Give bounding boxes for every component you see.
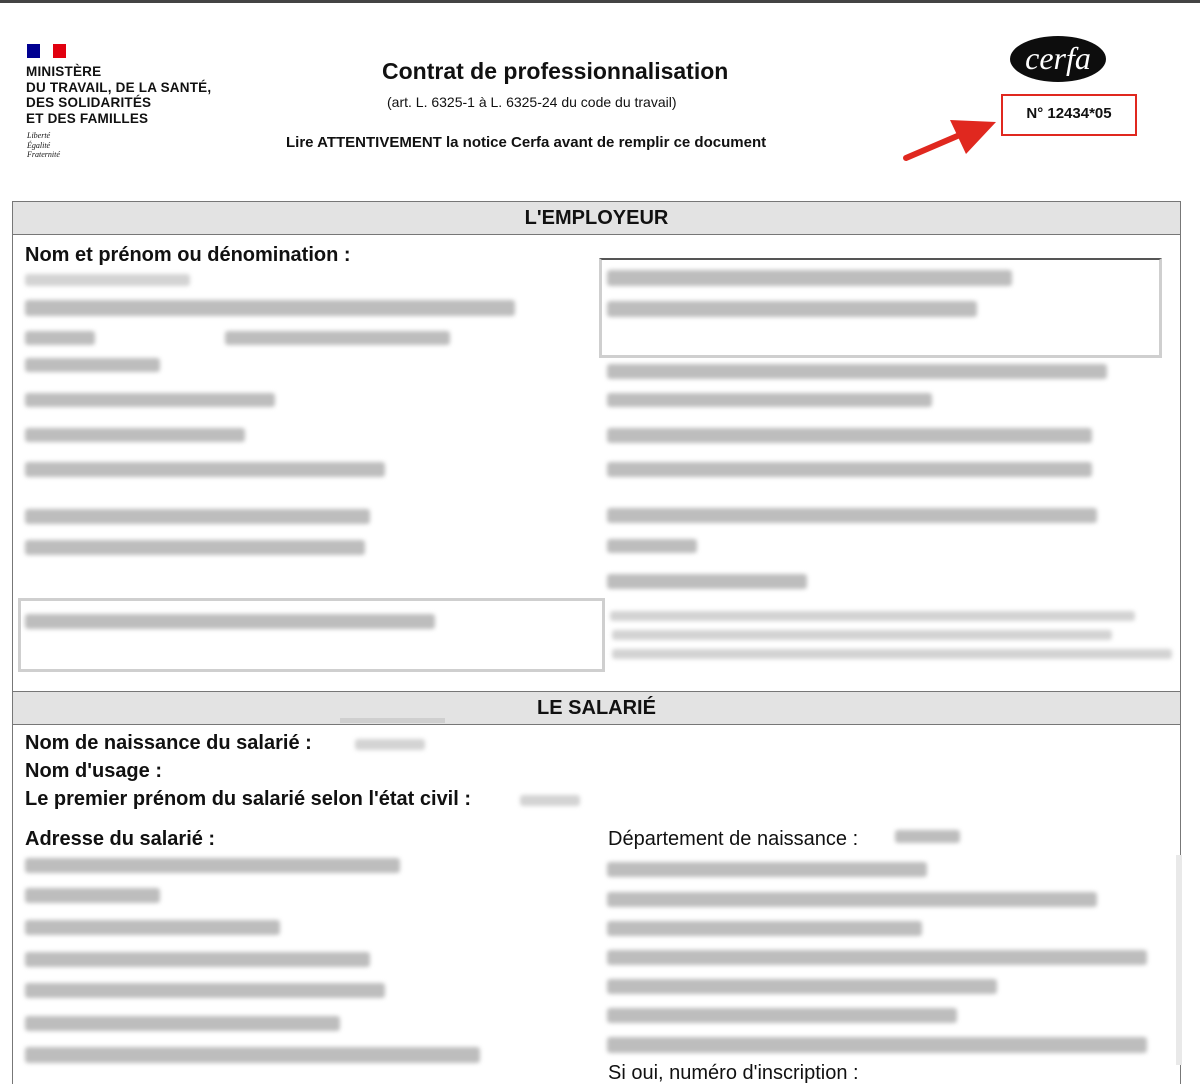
redacted-line — [25, 920, 280, 935]
republic-motto — [27, 131, 60, 160]
redacted-line — [25, 300, 515, 316]
motto-line: Fraternité — [27, 150, 60, 159]
redacted-line — [25, 983, 385, 998]
red-arrow-icon — [900, 112, 1000, 167]
redacted-line — [25, 358, 160, 372]
redacted-line — [25, 509, 370, 524]
top-border — [0, 0, 1200, 3]
employer-name-label: Nom et prénom ou dénomination : — [25, 244, 351, 266]
tab-marker — [340, 718, 445, 723]
redacted-line — [25, 858, 400, 873]
ministry-line: DES SOLIDARITÉS — [26, 95, 152, 110]
birth-department-label: Département de naissance : — [608, 828, 859, 850]
redacted-value — [520, 795, 580, 806]
redacted-line — [25, 540, 365, 555]
motto-line: Liberté — [27, 131, 51, 140]
first-name-label: Le premier prénom du salarié selon l'état civil : — [25, 788, 472, 810]
redacted-line — [25, 952, 370, 967]
employer-section-heading: L'EMPLOYEUR — [12, 201, 1181, 235]
notice-warning: Lire ATTENTIVEMENT la notice Cerfa avant de remplir ce document — [286, 134, 767, 151]
redacted-line — [607, 539, 697, 553]
redacted-line — [25, 331, 95, 345]
ministry-line: MINISTÈRE — [26, 64, 102, 79]
form-subtitle: (art. L. 6325-1 à L. 6325-24 du code du travail) — [387, 94, 677, 110]
redacted-line — [25, 888, 160, 903]
redacted-line — [607, 921, 922, 936]
redacted-value — [355, 739, 425, 750]
redacted-line — [607, 462, 1092, 477]
redacted-line — [25, 1047, 480, 1063]
redacted-line — [25, 428, 245, 442]
redacted-line — [607, 508, 1097, 523]
redacted-line — [607, 1008, 957, 1023]
redacted-line — [612, 649, 1172, 659]
ministry-line: DU TRAVAIL, DE LA SANTÉ, — [26, 79, 212, 95]
redacted-line — [607, 574, 807, 589]
redacted-value — [25, 274, 190, 286]
provident-fund-frame — [18, 598, 605, 672]
redacted-line — [607, 364, 1107, 379]
birth-name-label: Nom de naissance du salarié : — [25, 732, 312, 754]
redacted-line — [607, 1037, 1147, 1053]
employee-section-heading: LE SALARIÉ — [12, 691, 1181, 725]
motto-line: Égalité — [27, 140, 51, 150]
redacted-line — [607, 950, 1147, 965]
redacted-line — [25, 462, 385, 477]
redacted-line — [612, 630, 1112, 640]
form-title: Contrat de professionnalisation — [382, 58, 729, 84]
french-flag-icon — [27, 44, 66, 58]
redacted-line — [607, 301, 977, 317]
redacted-line — [225, 331, 450, 345]
redacted-line — [607, 862, 927, 877]
cerfa-number-badge: N° 12434*05 — [1001, 94, 1137, 136]
redacted-line — [610, 611, 1135, 621]
employee-address-label: Adresse du salarié : — [25, 828, 216, 850]
usage-name-label: Nom d'usage : — [25, 760, 162, 782]
ministry-name — [26, 64, 211, 126]
redacted-line — [25, 393, 275, 407]
ministry-line: ET DES FAMILLES — [26, 110, 149, 126]
redacted-line — [25, 614, 435, 629]
redacted-line — [607, 428, 1092, 443]
redacted-line — [607, 270, 1012, 286]
cerfa-logo: cerfa — [1010, 36, 1106, 82]
redacted-line — [607, 979, 997, 994]
redacted-line — [25, 1016, 340, 1031]
redacted-value — [895, 830, 960, 843]
redacted-line — [607, 892, 1097, 907]
registration-number-label: Si oui, numéro d'inscription : — [608, 1062, 859, 1084]
redacted-line — [607, 393, 932, 407]
scrollbar[interactable] — [1176, 855, 1182, 1065]
